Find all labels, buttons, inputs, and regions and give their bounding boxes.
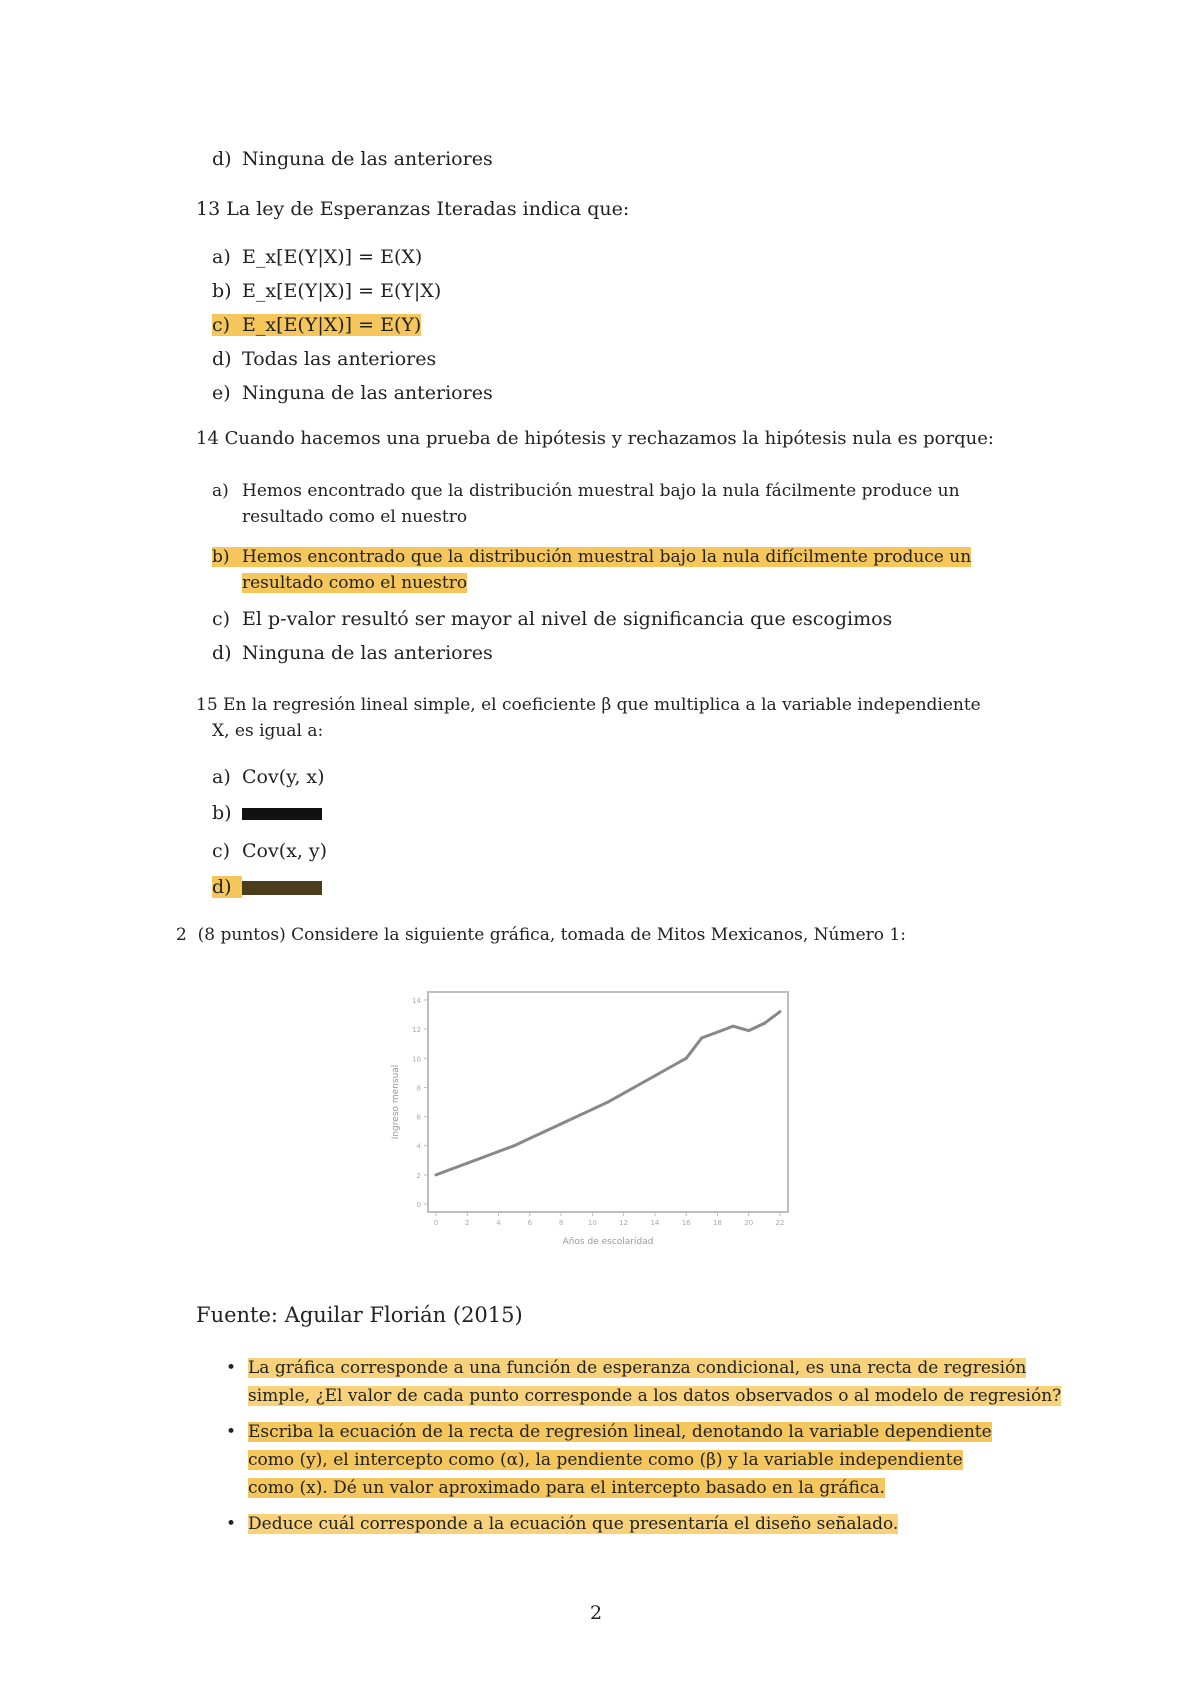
data-point — [528, 1137, 531, 1140]
y-tick-label: 14 — [412, 997, 421, 1005]
x-tick-label: 8 — [558, 1219, 564, 1227]
data-point — [716, 1031, 719, 1034]
data-point — [638, 1083, 641, 1086]
q12-option-d: d) Ninguna de las anteriores — [212, 148, 493, 170]
x-tick-label: 6 — [527, 1219, 533, 1227]
data-point — [513, 1144, 516, 1147]
y-tick-label: 0 — [416, 1201, 421, 1209]
data-point — [481, 1156, 484, 1159]
highlighted-formula-bar — [242, 881, 322, 895]
data-point — [497, 1150, 500, 1153]
x-axis-ticks — [434, 1212, 785, 1227]
data-point — [763, 1022, 766, 1025]
data-point — [560, 1122, 563, 1125]
data-point — [669, 1066, 672, 1069]
part-2-intro: 2 (8 puntos) Considere la siguiente gráfica, tomada de Mitos Mexicanos, Número 1: — [176, 925, 906, 945]
q15-option-d-highlighted: d) — [212, 874, 322, 900]
question-15-line2: X, es igual a: — [212, 721, 324, 741]
x-tick-label: 16 — [681, 1219, 691, 1227]
q14-option-c: c) El p-valor resultó ser mayor al nivel de significancia que escogimos — [212, 608, 893, 630]
figure-source: Fuente: Aguilar Florián (2015) — [196, 1303, 523, 1327]
q14-option-a-line2: resultado como el nuestro — [242, 507, 468, 527]
data-point — [685, 1057, 688, 1060]
bullet-3: • Deduce cuál corresponde a la ecuación que presentaría el diseño señalado. — [248, 1510, 1048, 1538]
y-tick-label: 8 — [416, 1084, 421, 1093]
x-tick-label: 18 — [712, 1219, 722, 1227]
bullet-dot: • — [226, 1422, 237, 1442]
q14-option-a-line1: a) Hemos encontrado que la distribución muestral bajo la nula fácilmente produce un — [212, 481, 960, 501]
x-tick-label: 2 — [465, 1219, 470, 1227]
regression-line-chart — [386, 980, 806, 1250]
q15-option-b: b) — [212, 800, 322, 826]
q15-option-a: a) Cov(y, x) — [212, 766, 325, 788]
x-tick-label: 20 — [744, 1219, 754, 1227]
redacted-formula-bar — [242, 808, 322, 820]
bullet-dot: • — [226, 1514, 237, 1534]
x-tick-label: 10 — [587, 1219, 597, 1227]
q13-option-b: b) E_x[E(Y|X)] = E(Y|X) — [212, 280, 442, 302]
x-tick-label: 0 — [433, 1219, 439, 1227]
q14-option-b-line2-highlighted: resultado como el nuestro — [242, 573, 468, 593]
x-axis-label: Años de escolaridad — [562, 1237, 654, 1247]
page-number: 2 — [590, 1602, 603, 1624]
bullet-dot: • — [226, 1358, 237, 1378]
bullet-2: • Escriba la ecuación de la recta de regresión lineal, denotando la variable dependiente como (y), el intercepto como (α), la pendiente como (β) y la variable independiente como (x). Dé un valor aproximado para el intercepto basado en la gráfica. — [248, 1418, 1048, 1502]
data-point — [607, 1101, 610, 1104]
bullet-1: • La gráfica corresponde a una función de esperanza condicional, es una recta de regresión simple, ¿El valor de cada punto corresponde a los datos observados o al modelo de regresión? — [248, 1354, 1048, 1410]
x-tick-label: 22 — [775, 1219, 785, 1227]
y-tick-label: 12 — [412, 1026, 421, 1035]
question-13: 13 La ley de Esperanzas Iteradas indica que: — [196, 198, 630, 220]
data-point — [435, 1173, 438, 1176]
data-point — [747, 1029, 750, 1032]
y-tick-label: 2 — [416, 1171, 421, 1180]
data-point — [544, 1130, 547, 1133]
q14-option-b-line1-highlighted: b) Hemos encontrado que la distribución muestral bajo la nula difícilmente produce un — [212, 547, 972, 567]
data-point — [779, 1010, 782, 1013]
data-point — [450, 1168, 453, 1171]
q13-option-a: a) E_x[E(Y|X)] = E(X) — [212, 246, 423, 268]
y-axis-label: Ingreso mensual — [391, 1064, 401, 1140]
y-tick-label: 6 — [416, 1113, 421, 1122]
x-tick-label: 14 — [650, 1219, 660, 1227]
data-point — [466, 1162, 469, 1165]
q14-option-d: d) Ninguna de las anteriores — [212, 642, 493, 664]
y-axis-ticks — [412, 997, 428, 1209]
y-tick-label: 10 — [412, 1055, 421, 1064]
y-tick-label: 4 — [416, 1142, 421, 1151]
question-14: 14 Cuando hacemos una prueba de hipótesis y rechazamos la hipótesis nula es porque: — [196, 428, 994, 449]
x-tick-label: 12 — [619, 1219, 629, 1227]
q13-option-c-highlighted: c) E_x[E(Y|X)] = E(Y) — [212, 314, 422, 336]
data-point — [591, 1108, 594, 1111]
data-point — [653, 1074, 656, 1077]
data-point — [575, 1115, 578, 1118]
data-point — [700, 1036, 703, 1039]
q13-option-e: e) Ninguna de las anteriores — [212, 382, 493, 404]
data-point — [732, 1025, 735, 1028]
x-tick-label: 4 — [496, 1219, 501, 1227]
q15-option-c: c) Cov(x, y) — [212, 840, 328, 862]
data-point — [622, 1092, 625, 1095]
q13-option-d: d) Todas las anteriores — [212, 348, 437, 370]
question-15-line1: 15 En la regresión lineal simple, el coeficiente β que multiplica a la variable independiente — [196, 695, 981, 715]
